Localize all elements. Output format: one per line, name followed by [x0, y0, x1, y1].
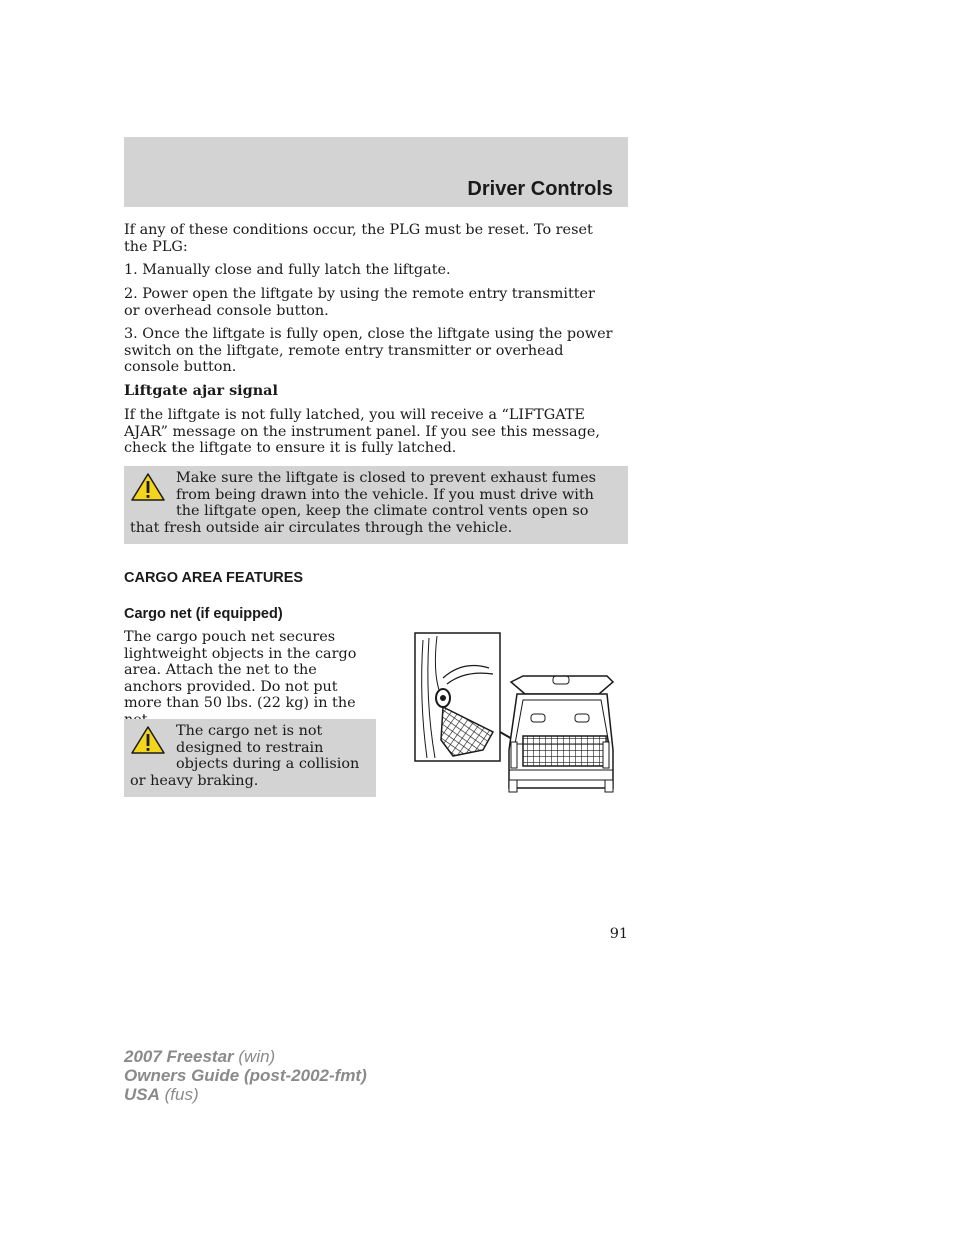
step-1: 1. Manually close and fully latch the liftgate.	[124, 262, 451, 278]
footer-model-code: (win)	[238, 1047, 276, 1066]
header-band	[124, 137, 628, 207]
footer	[124, 1047, 367, 1104]
cargo-net-text: The cargo pouch net secures lightweight objects in the cargo area. Attach the net to the anchors provided. Do not put more than 50 lbs. (22 kg) in the	[124, 629, 357, 711]
section-title: CARGO AREA FEATURES	[124, 570, 304, 586]
step-3: 3. Once the liftgate is fully open, close the liftgate using the power switch on the liftgate, remote entry transmitter or overhead console button.	[124, 326, 613, 375]
footer-market: USA	[124, 1085, 160, 1104]
reset-intro-text: If any of these conditions occur, the PLG must be reset. To reset the PLG:	[124, 222, 593, 255]
ajar-text: If the liftgate is not fully latched, you will receive a “LIFTGATE AJAR” message on the instrument panel. If you see this message, check the liftgate to ensure it is fully latched.	[124, 407, 600, 456]
warning-box-exhaust	[124, 466, 628, 544]
warning-text-cargo-net: The cargo net is not designed to restrain objects during a collision or heavy braking.	[130, 723, 360, 789]
net-anchor-detail-inset	[415, 633, 500, 761]
warning-box-cargo-net	[124, 719, 376, 797]
step-2: 2. Power open the liftgate by using the remote entry transmitter or overhead console button.	[124, 286, 595, 319]
cargo-net-heading: Cargo net (if equipped)	[124, 606, 283, 622]
footer-market-code: (fus)	[164, 1085, 199, 1104]
cargo-net-illustration	[413, 630, 617, 796]
ajar-heading: Liftgate ajar signal	[124, 382, 278, 399]
page-number: 91	[609, 926, 628, 942]
footer-model: 2007 Freestar	[124, 1047, 234, 1066]
page-title: Driver Controls	[467, 178, 613, 200]
warning-text-exhaust: Make sure the liftgate is closed to prevent exhaust fumes from being drawn into the vehicle. If you must drive with the liftgate open, keep the climate control vents open so that fresh outside air circulates through the vehicle.	[130, 470, 596, 536]
warning-triangle-icon	[130, 725, 166, 755]
footer-guide: Owners Guide (post-2002-fmt)	[124, 1066, 367, 1085]
minivan-rear-view	[509, 676, 613, 792]
warning-triangle-icon	[130, 472, 166, 502]
